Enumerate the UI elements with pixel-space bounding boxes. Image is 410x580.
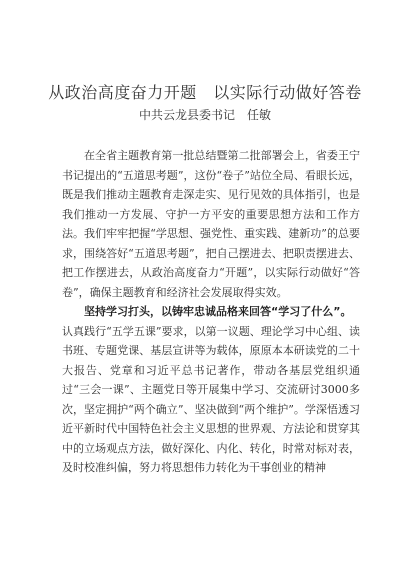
body-paragraph: 在全省主题教育第一批总结暨第二批部署会上，省委王宁书记提出的“五道思考题”，这份“卷子”站位全局、看眼长远，既是我们推动主题教育走深走实、见行见效的具体指引，也是我们推动一方发展、守护一方平安的重要思想方法和工作方法。我们牢牢把握“学思想、强党性、重实践、建新功”的总要求，围绕答好“五道思考题”，把自己摆进去、把职责摆进去、把工作摆进去，从政治高度奋力“开题”，以实际行动做好“答卷”，确保主题教育和经济社会发展取得实效。	[62, 149, 360, 299]
document-body	[62, 146, 360, 478]
document-author: 中共云龙县委书记 任敏	[138, 108, 271, 122]
section-heading: 坚持学习打头，以铸牢忠诚品格来回答“学习了什么”。	[84, 305, 352, 318]
body-paragraph: 认真践行“五学五课”要求，以第一议题、理论学习中心组、读书班、专题党课、基层宣讲等为载体，原原本本研读党的二十大报告、党章和习近平总书记著作，带动各基层党组织通过“三会一课”、主题党日等开展集中学习、交流研讨3000多次，坚定拥护“两个确立”、坚决做到“两个维护”。学深悟透习近平新时代中国特色社会主义思想的世界观、方法论和贯穿其中的立场观点方法，做好深化、内化、转化，时常对标对表，及时校准纠偏，努力将思想伟力转化为干事创业的精神	[62, 324, 360, 474]
document-title: 从政治高度奋力开题 以实际行动做好答卷	[48, 83, 362, 102]
